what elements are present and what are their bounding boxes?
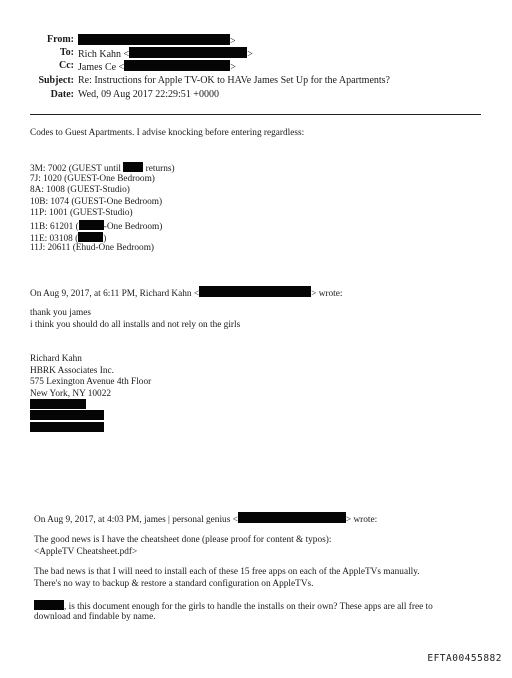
signature-company: HBRK Associates Inc. [30, 365, 114, 376]
cc-label: Cc: [59, 60, 74, 71]
code-line [30, 232, 175, 244]
code-text: 11B: 61201 ( [30, 221, 79, 232]
reply-body [30, 308, 240, 331]
subject-label: Subject: [38, 75, 74, 86]
reply-paragraph [34, 535, 331, 558]
reply-line: The bad news is that I will need to install each of these 15 free apps on each of the AppleTVs manually. [34, 567, 420, 577]
redaction-box [30, 422, 104, 432]
signature-name: Richard Kahn [30, 354, 82, 364]
header-divider [30, 114, 481, 115]
signature-block [30, 354, 151, 400]
attribution-text: > wrote: [345, 515, 378, 525]
code-line: 11P: 1001 (GUEST-Studio) [30, 208, 133, 219]
to-value [78, 47, 253, 61]
redaction-box [30, 399, 86, 409]
signature-address: 575 Lexington Avenue 4th Floor [30, 377, 152, 388]
reply-line: There's no way to backup & restore a standard configuration on AppleTVs. [34, 578, 314, 589]
code-line: 10B: 1074 (GUEST-One Bedroom) [30, 196, 163, 207]
to-label: To: [59, 47, 74, 58]
redaction-box [78, 34, 230, 45]
redaction-box [79, 220, 104, 230]
attribution-text: On Aug 9, 2017, at 4:03 PM, james | personal genius < [34, 515, 238, 525]
reply-line: The good news is I have the cheatsheet done (please proof for content & typos): [34, 535, 332, 545]
bates-number: EFTA00455882 [427, 653, 502, 664]
from-label: From: [46, 34, 74, 45]
code-text: 11E: 03108 ( [30, 233, 79, 244]
signature-city: New York, NY 10022 [30, 388, 112, 399]
reply-line: i think you should do all installs and not rely on the girls [30, 319, 241, 330]
code-line: 11J: 20611 (Ehud-One Bedroom) [30, 243, 155, 254]
cc-value [78, 60, 236, 74]
code-line [30, 162, 175, 174]
reply-paragraph [34, 567, 420, 590]
redaction-box [123, 162, 143, 172]
close-bracket: > [247, 49, 253, 60]
redaction-box [34, 600, 64, 610]
close-bracket: > [230, 62, 236, 73]
code-text: -One Bedroom) [103, 221, 163, 232]
intro-text: Codes to Guest Apartments. I advise knocking before entering regardless: [30, 128, 305, 138]
attribution-text: > wrote: [311, 289, 343, 299]
redaction-box [30, 410, 104, 420]
code-text: 3M: 7002 (GUEST until [30, 164, 124, 174]
redaction-box [78, 232, 103, 242]
code-line: 7J: 1020 (GUEST-One Bedroom) [30, 173, 155, 184]
reply-line [34, 600, 433, 612]
reply-attribution [30, 286, 342, 301]
apartment-codes-list [30, 162, 175, 255]
attribution-text: On Aug 9, 2017, at 6:11 PM, Richard Kahn < [30, 289, 200, 299]
reply-paragraph [34, 600, 433, 623]
date-label: Date: [50, 89, 74, 100]
reply-line: thank you james [30, 308, 91, 318]
redaction-box [129, 47, 247, 58]
code-text: returns) [143, 164, 175, 174]
from-value [78, 34, 236, 48]
redaction-box [199, 286, 311, 297]
date-value: Wed, 09 Aug 2017 22:29:51 +0000 [78, 89, 219, 100]
reply-line: download and findable by name. [34, 611, 156, 622]
code-text: ) [103, 233, 107, 244]
code-line: 8A: 1008 (GUEST-Studio) [30, 185, 130, 196]
cc-text: James Ce < [78, 62, 125, 73]
subject-value: Re: Instructions for Apple TV-OK to HAVe James Set Up for the Apartments? [78, 75, 390, 86]
redaction-box [124, 60, 230, 71]
reply-attribution [34, 512, 377, 527]
code-line [30, 220, 175, 232]
to-text: Rich Kahn < [78, 49, 130, 60]
redaction-box [238, 512, 346, 523]
close-bracket: > [230, 36, 236, 47]
attachment-reference: <AppleTV Cheatsheet.pdf> [34, 546, 138, 557]
reply-text: , is this document enough for the girls to handle the installs on their own? These apps are all free to [64, 602, 433, 612]
